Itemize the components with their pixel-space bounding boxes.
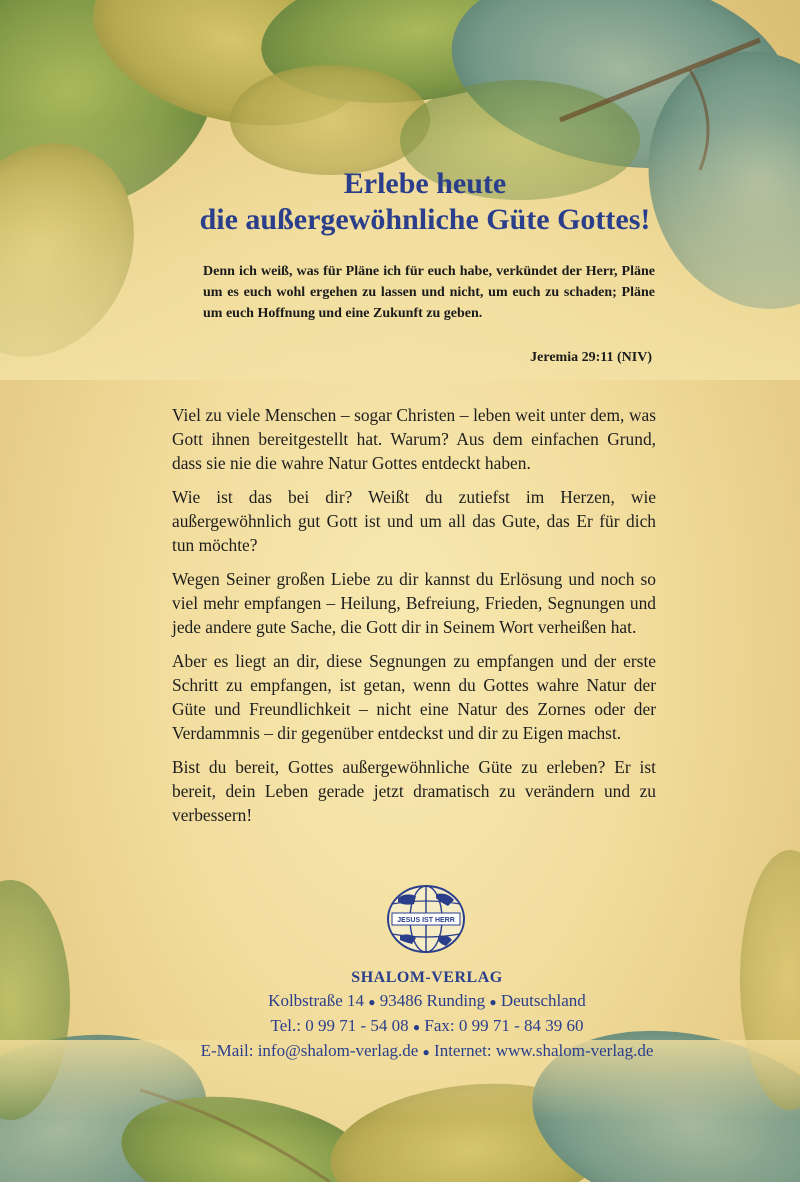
bible-quote: Denn ich weiß, was für Pläne ich für euch habe, verkündet der Herr, Pläne um es euch wohl ergehen zu lassen und nicht, um euch zu schaden; Pläne um euch Hoffnung und eine Zukunft zu geben. <box>203 264 655 321</box>
paragraph: Aber es liegt an dir, diese Segnungen zu empfangen und der erste Schritt zu empfangen, ist getan, wenn du Gottes wahre Natur der Güte und Freundlichkeit – nicht eine Natur des Zornes oder der Verdammnis – dir gegenüber entdeckst und dir zu Eigen machst. <box>172 651 656 743</box>
bullet-icon: ● <box>368 995 376 1009</box>
bullet-icon: ● <box>412 1020 421 1034</box>
publisher-address <box>54 989 800 1014</box>
country: Deutschland <box>500 991 586 1010</box>
svg-text:JESUS IST HERR: JESUS IST HERR <box>397 917 455 924</box>
telephone: Tel.: 0 99 71 - 54 08 <box>270 1016 409 1035</box>
page-title <box>0 166 800 238</box>
street: Kolbstraße 14 <box>268 991 365 1010</box>
title-line-1: Erlebe heute <box>343 167 507 200</box>
publisher-name: SHALOM-VERLAG <box>351 969 503 986</box>
bullet-icon: ● <box>489 995 497 1009</box>
bible-reference: Jeremia 29:11 (NIV) <box>530 350 652 365</box>
fax: Fax: 0 99 71 - 84 39 60 <box>424 1016 584 1035</box>
paragraph: Bist du bereit, Gottes außergewöhnliche Güte zu erleben? Er ist bereit, dein Leben gerade jetzt dramatisch zu verändern und zu verbessern! <box>172 757 656 825</box>
title-line-2: die außergewöhnliche Güte Gottes! <box>199 203 651 236</box>
city: 93486 Runding <box>379 991 486 1010</box>
bullet-icon: ● <box>422 1045 430 1059</box>
paragraph: Wegen Seiner großen Liebe zu dir kannst du Erlösung und noch so viel mehr empfangen – Heilung, Befreiung, Frieden, Segnungen und jede andere gute Sache, die Gott dir in Seinem Wort verheißen hat. <box>172 569 656 637</box>
publisher-info <box>0 966 800 1064</box>
website-link[interactable]: Internet: www.shalom-verlag.de <box>434 1041 654 1060</box>
globe-icon <box>386 884 466 954</box>
paragraph: Wie ist das bei dir? Weißt du zutiefst im Herzen, wie außergewöhnlich gut Gott ist und um all das Gute, das Er für dich tun möchte? <box>172 487 656 555</box>
publisher-web <box>54 1039 800 1064</box>
publisher-phone <box>54 1014 800 1039</box>
body-text <box>172 403 656 837</box>
paragraph: Viel zu viele Menschen – sogar Christen – leben weit unter dem, was Gott ihnen bereitgestellt hat. Warum? Aus dem einfachen Grund, dass sie nie die wahre Natur Gottes entdeckt haben. <box>172 405 656 473</box>
email-link[interactable]: E-Mail: info@shalom-verlag.de <box>200 1041 419 1060</box>
